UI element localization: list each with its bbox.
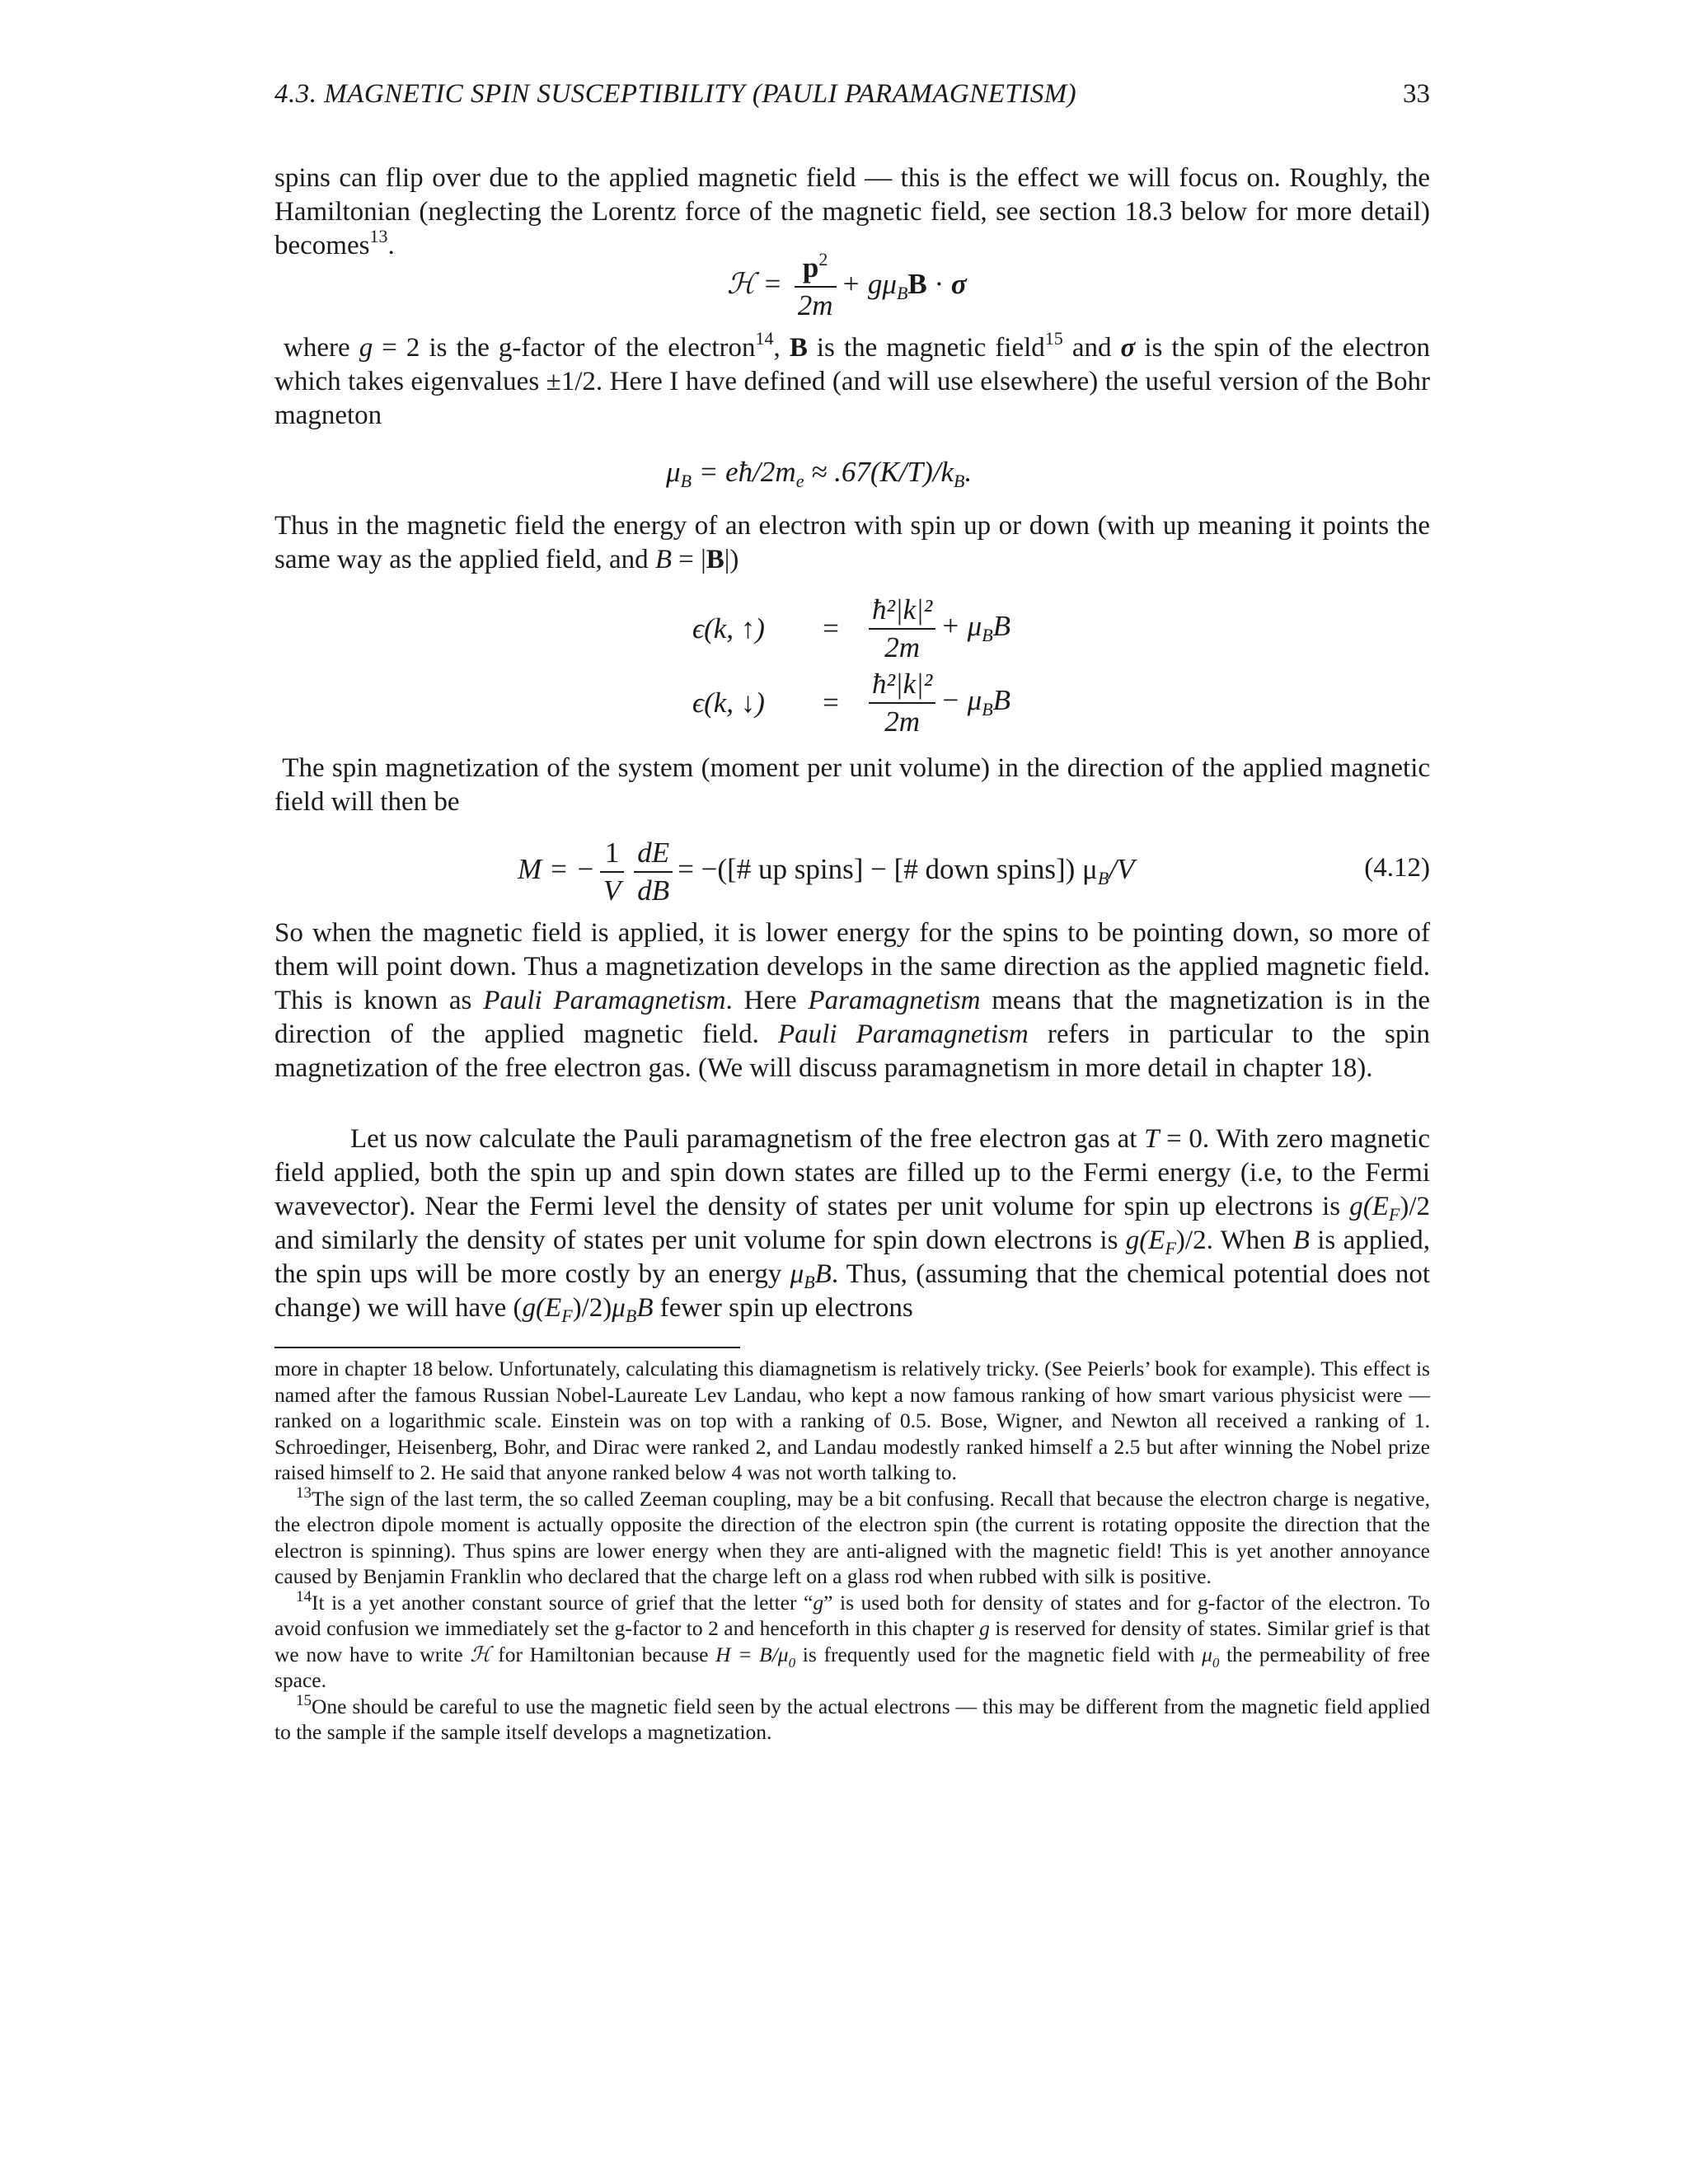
text: g xyxy=(359,333,373,363)
footnote-text: It is a yet another constant source of grief that the letter “ xyxy=(312,1590,814,1615)
term-pauli-paramagnetism: Pauli Paramagnetism xyxy=(778,1019,1029,1049)
eq-sup: 2 xyxy=(818,249,828,269)
text: B xyxy=(654,545,673,574)
footnote-text: g xyxy=(813,1590,824,1615)
footnote-15 xyxy=(274,1691,1430,1746)
eq-lhs: M = − xyxy=(518,853,595,886)
text: B xyxy=(706,545,724,574)
eq-num: dE xyxy=(634,837,673,873)
text: and xyxy=(1062,333,1121,363)
equation-body xyxy=(518,837,1134,907)
eq-rhs: + gμ xyxy=(841,268,897,301)
text: F xyxy=(1388,1204,1400,1225)
eq-den: 2m xyxy=(797,289,833,321)
eq-lhs: ϵ(k, ↓) xyxy=(692,687,765,719)
text: = 0. With zero magnetic field applied, both the spin up and spin down states are filled up to the Fermi energy (i.e, to the Fermi wavevector). Near the Fermi level the density of states per unit volume for spin up electrons is xyxy=(274,1124,1430,1221)
text: is the spin of the electron which takes eigenvalues ±1/2. Here I have defined (and will use elsewhere) the useful version of the Bohr magneton xyxy=(274,333,1431,430)
text: spins can flip over due to the applied magnetic field — this is the effect we will focus on. Roughly, the Hamiltonian (neglecting the Lorentz force of the magnetic field, see section 18.3 below for more detail) becomes xyxy=(274,163,1430,260)
eq-part: ≈ .67(K/T)/k xyxy=(804,456,954,488)
text: μ xyxy=(612,1293,626,1323)
footnote-text: 0 xyxy=(1212,1654,1220,1671)
text: B xyxy=(789,333,808,363)
text: . xyxy=(387,231,395,260)
running-head xyxy=(274,79,1430,120)
eq-sub: B xyxy=(982,699,993,720)
paragraph-energy-intro xyxy=(274,509,1430,577)
text: g xyxy=(522,1293,537,1323)
text: = 2 is the g-factor of the electron xyxy=(373,333,756,363)
text: F xyxy=(561,1305,573,1326)
paragraph-magnetization-intro xyxy=(274,752,1430,819)
eq-num: p xyxy=(802,251,819,284)
equation-number: (4.12) xyxy=(1364,853,1430,883)
page-number: 33 xyxy=(1403,79,1430,109)
fraction xyxy=(869,593,935,664)
text: . Here xyxy=(725,986,809,1015)
eq-rhs: = −([# up spins] − [# down spins]) μ xyxy=(678,853,1098,886)
text: means that the magnetization is in the direction of the applied magnetic field. xyxy=(274,986,1431,1049)
eq-den: 2m xyxy=(884,631,921,663)
text: )/2) xyxy=(572,1293,612,1323)
eq-den: V xyxy=(603,874,621,907)
footnote-text: ” is used both for density of states and for g-factor of the electron. To avoid confusion we immediately set the g-factor to 2 and henceforth in this chapter xyxy=(274,1590,1430,1640)
text: B xyxy=(814,1259,832,1289)
paragraph-definitions xyxy=(274,328,1431,433)
footnote-ref-13: 13 xyxy=(369,226,388,246)
section-title: 4.3. MAGNETIC SPIN SUSCEPTIBILITY (PAULI PARAMAGNETISM) xyxy=(274,79,1077,109)
eq-sub: B xyxy=(954,471,965,491)
eq-lhs: ϵ(k, ↑) xyxy=(692,612,765,644)
footnote-text: for Hamiltonian because xyxy=(490,1642,716,1666)
eq-sub: e xyxy=(795,471,804,491)
eq-part: = eħ/2m xyxy=(692,456,796,488)
text: g xyxy=(1349,1192,1363,1221)
footnote-text: One should be careful to use the magnetic field seen by the actual electrons — this may be different from the magnetic field applied to the sample if the sample itself develops a magnetization. xyxy=(274,1694,1430,1744)
footnote-text: 0 xyxy=(788,1654,796,1671)
text: |) xyxy=(724,545,739,574)
fraction xyxy=(600,837,624,907)
footnote-text: the permeability of free space. xyxy=(274,1642,1430,1692)
footnotes xyxy=(274,1356,1430,1746)
text: B xyxy=(804,1272,815,1292)
text: refers in particular to the spin magnetization of the free electron gas. (We will discuss paramagnetism in more detail in chapter 18). xyxy=(274,1019,1430,1083)
eq-sub: B xyxy=(896,283,908,304)
footnote-13 xyxy=(274,1483,1430,1590)
fraction xyxy=(869,668,935,738)
eq-part: μ xyxy=(666,456,681,488)
text: B xyxy=(625,1305,637,1326)
footnote-mark: 15 xyxy=(296,1691,312,1709)
paragraph-pauli xyxy=(274,916,1430,1085)
eq-part: . xyxy=(964,456,973,488)
text: is applied, the spin ups will be more costly by an energy xyxy=(274,1226,1431,1289)
text: )/2 and similarly the density of states per unit volume for spin down electrons is xyxy=(274,1192,1430,1255)
eq-field-symbol: B xyxy=(907,268,927,301)
equation-energy-up xyxy=(692,593,1010,664)
fraction xyxy=(795,251,837,322)
text: is the magnetic field xyxy=(807,333,1045,363)
eq-tail: B xyxy=(992,610,1011,643)
text: The spin magnetization of the system (moment per unit volume) in the direction of the applied magnetic field will then be xyxy=(274,753,1431,817)
text: Let us now calculate the Pauli paramagnetism of the free electron gas at xyxy=(350,1124,1145,1154)
text: T xyxy=(1144,1124,1160,1154)
eq-sub: B xyxy=(680,471,692,491)
text: (E xyxy=(536,1293,562,1323)
text: . Thus, (assuming that the chemical potential does not change) we will have ( xyxy=(274,1259,1430,1323)
footnote-ref-15: 15 xyxy=(1044,328,1063,349)
text: (E xyxy=(1362,1192,1389,1221)
eq-num: ħ²|k|² xyxy=(869,668,935,704)
eq-equals: = xyxy=(823,687,839,719)
text: So when the magnetic field is applied, it is lower energy for the spins to be pointing down, so more of them will point down. Thus a magnetization develops in the same direction as the applied magnetic field. This is known as xyxy=(274,918,1430,1015)
term-paramagnetism: Paramagnetism xyxy=(808,986,981,1015)
fraction xyxy=(634,837,673,907)
text: g xyxy=(1125,1226,1140,1255)
eq-num: ħ²|k|² xyxy=(869,593,935,630)
footnote-text: ℋ xyxy=(470,1642,491,1666)
equation-magnetization xyxy=(274,837,1430,911)
footnote-text: g xyxy=(979,1616,990,1640)
footnote-text: The sign of the last term, the so called Zeeman coupling, may be a bit confusing. Recall that because the electron charge is negative, the electron dipole moment is actually opposite the direction of the electron spin (the current is rotating opposite the direction that the electron is spinning). Thus spins are lower energy when they are anti-aligned with the magnetic field! This is yet another annoyance caused by Benjamin Franklin who declared that the charge left on a glass rod when rubbed with silk is positive. xyxy=(274,1486,1430,1588)
footnote-rule xyxy=(274,1347,740,1348)
eq-dot: · xyxy=(926,268,951,301)
text: μ xyxy=(790,1259,804,1289)
footnote-14 xyxy=(274,1587,1430,1694)
eq-sub: B xyxy=(982,625,993,646)
text: Thus in the magnetic field the energy of an electron with spin up or down (with up meaning it points the same way as the applied field, and xyxy=(274,511,1430,574)
text: F xyxy=(1165,1238,1176,1258)
paragraph-intro xyxy=(274,162,1430,263)
footnote-ref-14: 14 xyxy=(755,328,774,349)
eq-sigma: σ xyxy=(950,268,967,301)
footnote-mark: 14 xyxy=(296,1587,312,1605)
equation-energy-down xyxy=(692,668,1010,738)
text: = | xyxy=(672,545,706,574)
eq-sub: B xyxy=(1097,868,1109,889)
equation-hamiltonian xyxy=(727,251,967,322)
eq-den: 2m xyxy=(884,705,921,738)
text: σ xyxy=(1120,333,1136,363)
footnote-continued: more in chapter 18 below. Unfortunately, calculating this diamagnetism is relatively tricky. (See Peierls’ book for example). This effect is named after the famous Russian Nobel-Laureate Lev Landau, who kept a now famous ranking of how smart various physicist were — ranked on a logarithmic scale. Einstein was on top with a ranking of 0.5. Bose, Wigner, and Newton all received a ranking of 1. Schroedinger, Heisenberg, Bohr, and Dirac were ranked 2, and Landau modestly ranked himself a 2.5 but after winning the Nobel prize raised himself to 2. He said that anyone ranked below 4 was not worth talking to. xyxy=(274,1357,1430,1484)
text: fewer spin up electrons xyxy=(653,1293,913,1323)
eq-rhs: + μ xyxy=(940,610,982,643)
eq-tail: /V xyxy=(1109,853,1135,886)
footnote-mark: 13 xyxy=(296,1483,312,1502)
footnote-text: is reserved for density of states. Similar grief is that we now have to write xyxy=(274,1616,1430,1666)
text: , xyxy=(773,333,790,363)
eq-tail: B xyxy=(992,684,1011,717)
eq-lhs: ℋ = xyxy=(727,268,790,301)
eq-equals: = xyxy=(823,612,839,644)
footnote-text: μ xyxy=(1202,1642,1212,1666)
text: )/2. When xyxy=(1175,1226,1293,1255)
text: B xyxy=(1292,1226,1310,1255)
paragraph-calculation xyxy=(274,1122,1430,1325)
text: B xyxy=(636,1293,654,1323)
eq-den: dB xyxy=(637,874,670,907)
term-pauli-paramagnetism: Pauli Paramagnetism xyxy=(483,986,726,1015)
text: (E xyxy=(1139,1226,1165,1255)
eq-num: 1 xyxy=(600,837,624,873)
equation-bohr-magneton xyxy=(666,456,972,489)
eq-rhs: − μ xyxy=(940,684,982,717)
text: where xyxy=(284,333,359,363)
footnote-text: is frequently used for the magnetic field with xyxy=(795,1642,1203,1666)
footnote-text: H = B/μ xyxy=(715,1642,789,1666)
